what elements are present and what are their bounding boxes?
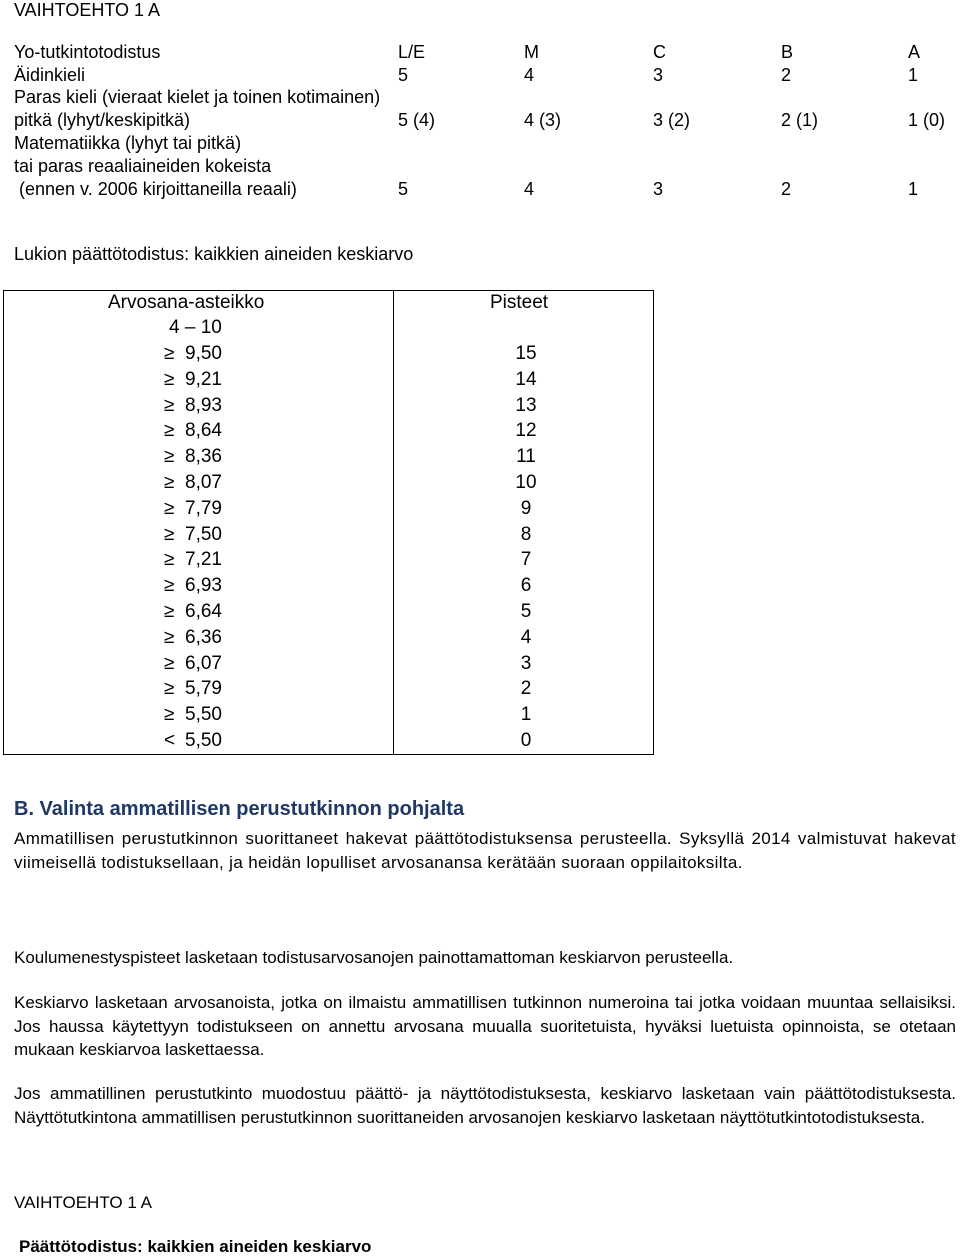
yo-cell: 5 (4) bbox=[398, 110, 436, 130]
yo-row-label: Yo-tutkintotodistus bbox=[14, 42, 161, 62]
option-label-bottom: VAIHTOEHTO 1 A bbox=[14, 1193, 152, 1212]
grade-operator: ≥ bbox=[164, 394, 175, 416]
grade-threshold: 6,07 bbox=[185, 652, 222, 674]
grade-points: 14 bbox=[515, 368, 537, 390]
grade-points: 11 bbox=[516, 446, 536, 468]
grade-threshold: 5,50 bbox=[185, 704, 222, 726]
yo-cell: 4 bbox=[524, 65, 535, 85]
yo-row-label: tai paras reaaliaineiden kokeista bbox=[14, 156, 272, 176]
grade-threshold: 6,36 bbox=[185, 626, 222, 648]
yo-cell: 1 bbox=[908, 179, 919, 199]
yo-cell: C bbox=[653, 42, 666, 62]
grade-operator: ≥ bbox=[164, 652, 175, 674]
grade-operator: ≥ bbox=[164, 678, 175, 700]
yo-row bbox=[14, 87, 954, 109]
paragraph-4: Jos ammatillinen perustutkinto muodostuu päättö- ja näyttötodistuksesta, keskiarvo lasketaan vain päättötodistuksesta. Näyttötutkintona ammatillisen perustutkinnon suorittaneiden arvosanojen keskiarvo lasketaan näyttötutkintotodistuksesta. bbox=[14, 1084, 956, 1127]
section-b-heading: B. Valinta ammatillisen perustutkinnon pohjalta bbox=[14, 798, 465, 820]
yo-cell: 4 bbox=[524, 179, 535, 199]
grade-points-table bbox=[3, 290, 654, 755]
grade-threshold: 8,93 bbox=[185, 394, 222, 416]
yo-cell: 2 bbox=[781, 65, 792, 85]
grade-threshold: 7,21 bbox=[185, 549, 222, 571]
grade-threshold: 5,79 bbox=[185, 678, 222, 700]
yo-row bbox=[14, 133, 954, 155]
yo-row-label: (ennen v. 2006 kirjoittaneilla reaali) bbox=[14, 179, 297, 199]
grade-operator: ≥ bbox=[164, 497, 175, 519]
yo-cell: 3 bbox=[653, 179, 664, 199]
lukio-heading: Lukion päättötodistus: kaikkien aineiden keskiarvo bbox=[14, 244, 414, 264]
grade-points: 15 bbox=[515, 343, 537, 364]
bottom-heading: Päättötodistus: kaikkien aineiden keskiarvo bbox=[19, 1237, 372, 1256]
yo-cell: L/E bbox=[398, 42, 426, 62]
grade-points: 12 bbox=[515, 420, 537, 442]
grade-operator: ≥ bbox=[164, 549, 175, 571]
grade-points: 0 bbox=[520, 730, 532, 751]
yo-cell: 5 bbox=[398, 65, 409, 85]
grade-operator: < bbox=[164, 730, 176, 751]
grade-operator: ≥ bbox=[164, 704, 175, 726]
grade-points: 5 bbox=[520, 601, 532, 622]
grade-operator: ≥ bbox=[164, 420, 175, 442]
yo-row bbox=[14, 65, 954, 87]
yo-row-label: Äidinkieli bbox=[14, 65, 86, 85]
header-points: Pisteet bbox=[490, 292, 549, 313]
grade-threshold: 9,21 bbox=[185, 368, 222, 390]
grade-points: 7 bbox=[520, 549, 532, 571]
yo-cell: 3 (2) bbox=[653, 110, 691, 130]
grade-operator: ≥ bbox=[164, 626, 175, 648]
grade-threshold: 6,64 bbox=[185, 601, 222, 622]
paragraph-2: Koulumenestyspisteet lasketaan todistusarvosanojen painottamattoman keskiarvon perusteella. bbox=[14, 948, 734, 967]
yo-cell: 1 bbox=[908, 65, 919, 85]
grade-threshold: 6,93 bbox=[185, 575, 222, 597]
grade-threshold: 7,79 bbox=[185, 497, 222, 519]
grade-operator: ≥ bbox=[164, 472, 175, 493]
yo-row bbox=[14, 110, 954, 132]
grade-threshold: 8,07 bbox=[185, 472, 222, 493]
yo-cell: M bbox=[524, 42, 539, 62]
yo-cell: B bbox=[781, 42, 794, 62]
grade-points: 4 bbox=[520, 626, 532, 648]
grade-points: 1 bbox=[520, 704, 532, 726]
yo-row bbox=[14, 42, 954, 64]
grade-points: 8 bbox=[520, 523, 532, 545]
yo-cell: 2 bbox=[781, 179, 792, 199]
grade-points: 13 bbox=[515, 394, 537, 416]
grade-points: 10 bbox=[515, 472, 537, 493]
paragraph-1: Ammatillisen perustutkinnon suorittaneet hakevat päättötodistuksensa perusteella. Syksyllä 2014 valmistuvat hakevat viimeisellä todistuksellaan, ja heidän lopulliset arvosanansa kerätään suoraan oppilaitoksilta. bbox=[14, 829, 956, 872]
grade-operator: ≥ bbox=[164, 575, 175, 597]
grade-operator: ≥ bbox=[164, 523, 175, 545]
yo-cell: 5 bbox=[398, 179, 409, 199]
header-grade-scale: Arvosana-asteikko bbox=[108, 292, 265, 313]
grade-threshold: 7,50 bbox=[185, 523, 222, 545]
grade-operator: ≥ bbox=[164, 446, 175, 468]
grade-points: 6 bbox=[520, 575, 532, 597]
table-divider bbox=[393, 290, 394, 755]
yo-cell: A bbox=[908, 42, 921, 62]
grade-operator: ≥ bbox=[164, 343, 175, 364]
grade-points: 3 bbox=[520, 652, 532, 674]
scale-range: 4 – 10 bbox=[169, 317, 222, 338]
grade-threshold: 5,50 bbox=[185, 730, 222, 751]
yo-cell: 2 (1) bbox=[781, 110, 819, 130]
option-label-top: VAIHTOEHTO 1 A bbox=[14, 0, 161, 20]
grade-operator: ≥ bbox=[164, 368, 175, 390]
yo-row-label: Paras kieli (vieraat kielet ja toinen kotimainen) bbox=[14, 87, 381, 107]
yo-row-label: Matematiikka (lyhyt tai pitkä) bbox=[14, 133, 242, 153]
yo-cell: 1 (0) bbox=[908, 110, 946, 130]
grade-threshold: 9,50 bbox=[185, 343, 222, 364]
yo-row-label: pitkä (lyhyt/keskipitkä) bbox=[14, 110, 191, 130]
yo-cell: 4 (3) bbox=[524, 110, 562, 130]
grade-threshold: 8,64 bbox=[185, 420, 222, 442]
paragraph-3: Keskiarvo lasketaan arvosanoista, jotka on ilmaistu ammatillisen tutkinnon numeroina tai jotka voidaan muuntaa sellaisiksi. Jos haussa käytettyyn todistukseen on annettu arvosana muualla suoritetuista, hyväksi luetuista opinnoista, se otetaan mukaan keskiarvoa laskettaessa. bbox=[14, 993, 956, 1059]
yo-row bbox=[14, 179, 954, 201]
grade-operator: ≥ bbox=[164, 601, 175, 622]
grade-threshold: 8,36 bbox=[185, 446, 222, 468]
yo-cell: 3 bbox=[653, 65, 664, 85]
yo-row bbox=[14, 156, 954, 178]
table-border bbox=[3, 290, 654, 755]
grade-points: 2 bbox=[520, 678, 532, 700]
grade-points: 9 bbox=[520, 497, 532, 519]
